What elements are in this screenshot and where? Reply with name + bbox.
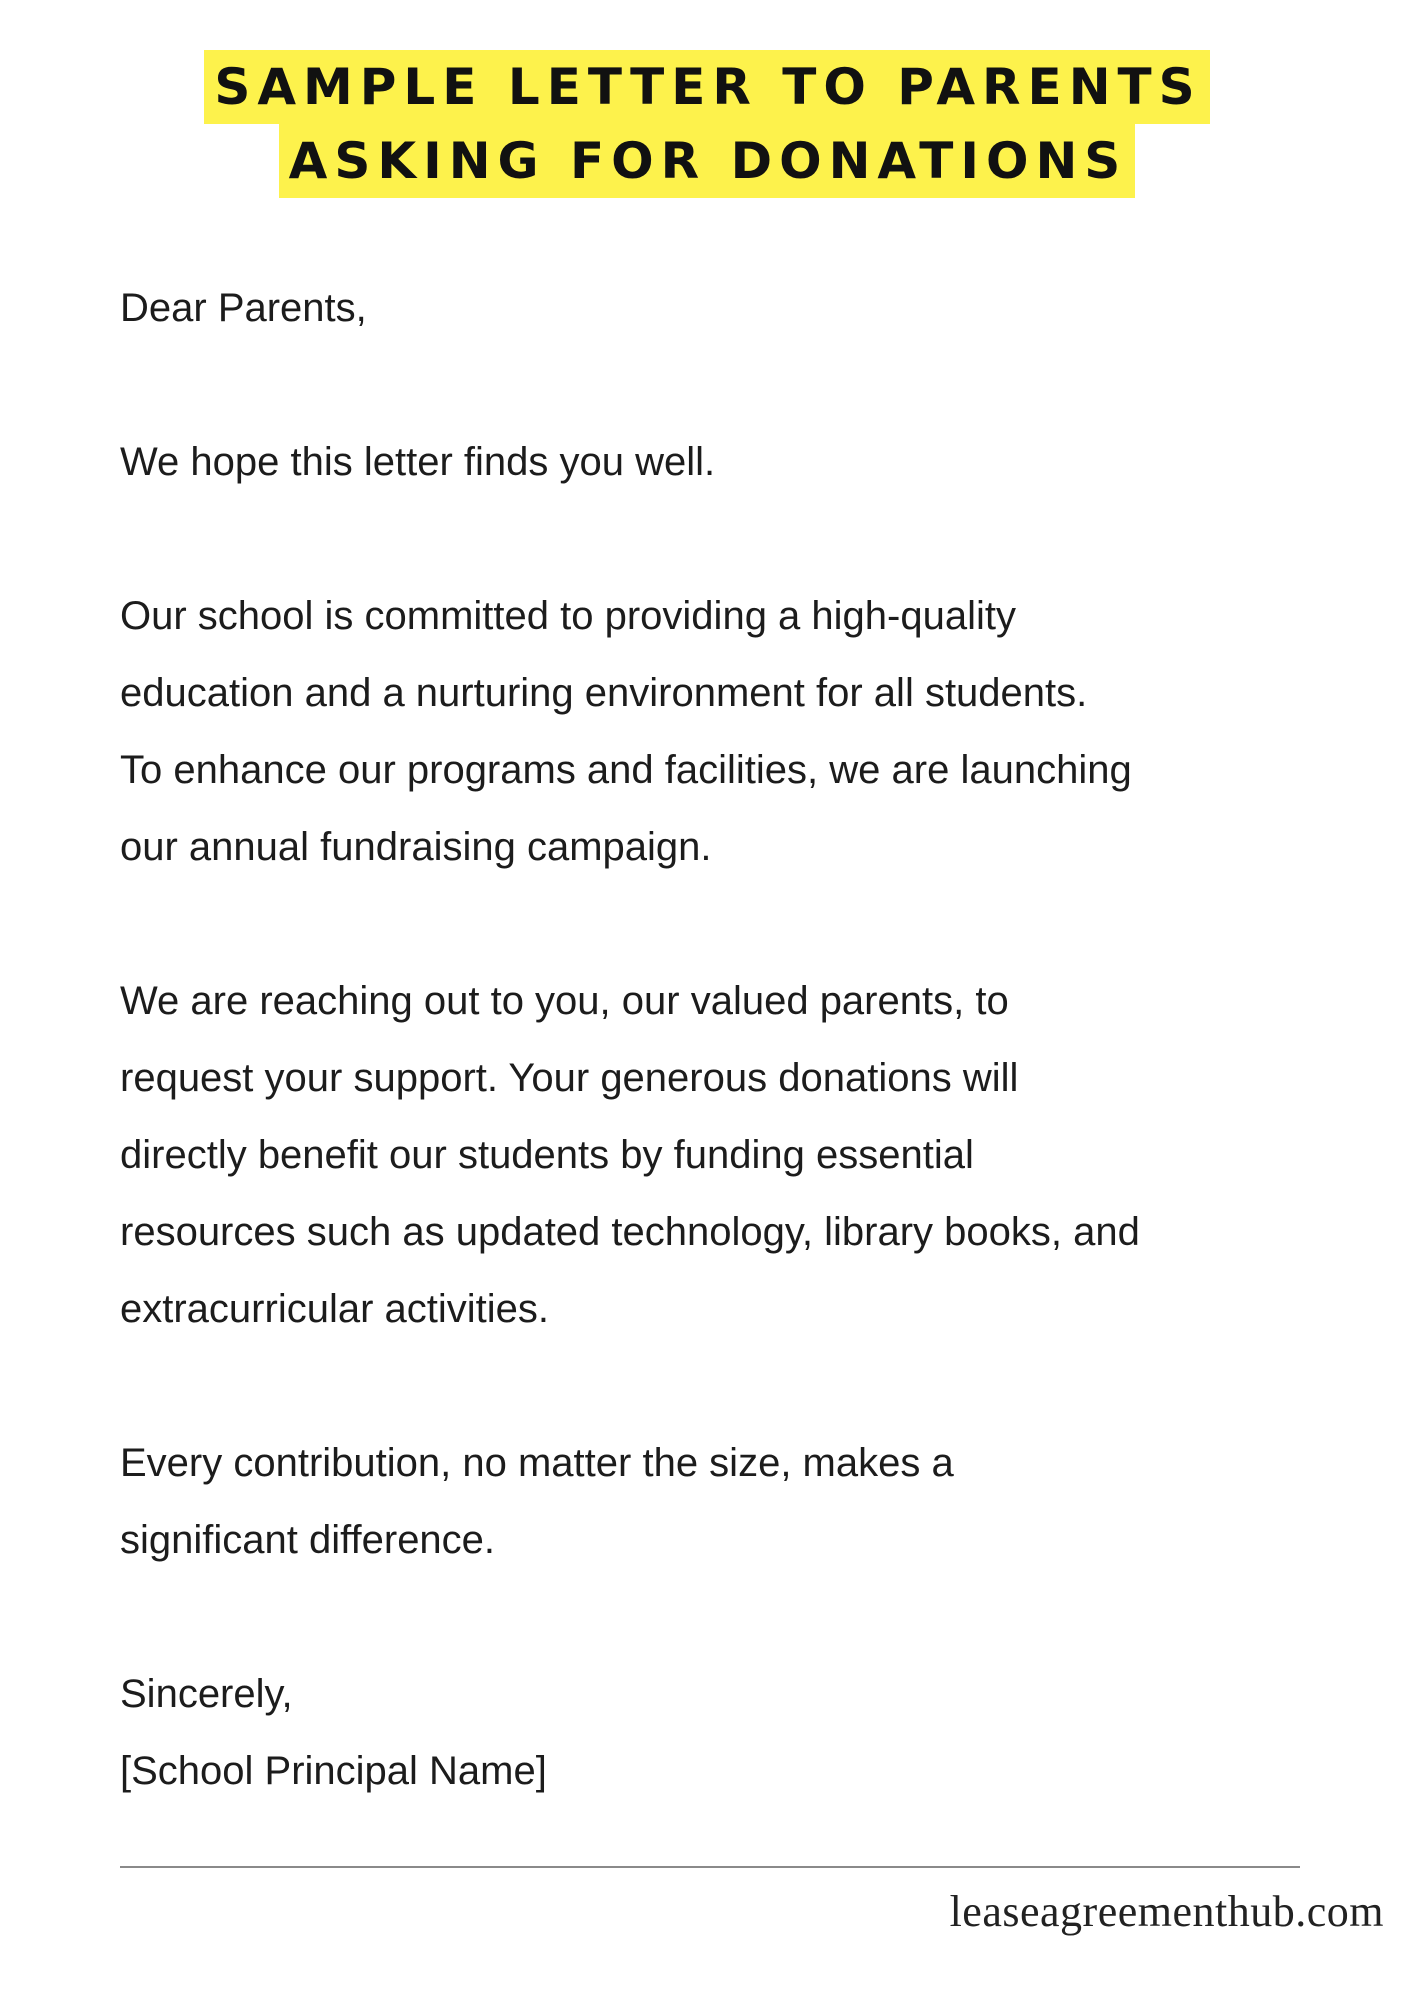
paragraph-line: resources such as updated technology, library books, and [120,1210,1140,1254]
title-line-2: ASKING FOR DONATIONS [279,124,1136,198]
paragraph-3 [120,963,1360,1348]
paragraph-line: request your support. Your generous donations will [120,1056,1019,1100]
closing-text: Sincerely, [120,1672,293,1716]
paragraph-line: Every contribution, no matter the size, makes a [120,1441,954,1485]
paragraph-line: directly benefit our students by funding essential [120,1133,974,1177]
paragraph-line: significant difference. [120,1518,496,1562]
paragraph-4 [120,1425,1360,1579]
salutation [120,270,1360,347]
document-title [0,50,1414,198]
title-line-1: SAMPLE LETTER TO PARENTS [204,50,1209,124]
paragraph-line: education and a nurturing environment for all students. [120,671,1088,715]
paragraph-line: our annual fundraising campaign. [120,825,712,869]
paragraph-line: We are reaching out to you, our valued parents, to [120,979,1009,1023]
closing-block [120,1656,1360,1810]
salutation-text: Dear Parents, [120,286,367,330]
paragraph-line: We hope this letter finds you well. [120,440,716,484]
paragraph-line: extracurricular activities. [120,1287,550,1331]
letter-body [120,270,1360,1887]
paragraph-line: Our school is committed to providing a high-quality [120,594,1016,638]
footer-website: leaseagreementhub.com [949,1887,1384,1936]
paragraph-2 [120,578,1360,886]
paragraph-1 [120,424,1360,501]
paragraph-line: To enhance our programs and facilities, we are launching [120,748,1132,792]
footer-divider [120,1866,1300,1868]
signature-placeholder: [School Principal Name] [120,1749,547,1793]
